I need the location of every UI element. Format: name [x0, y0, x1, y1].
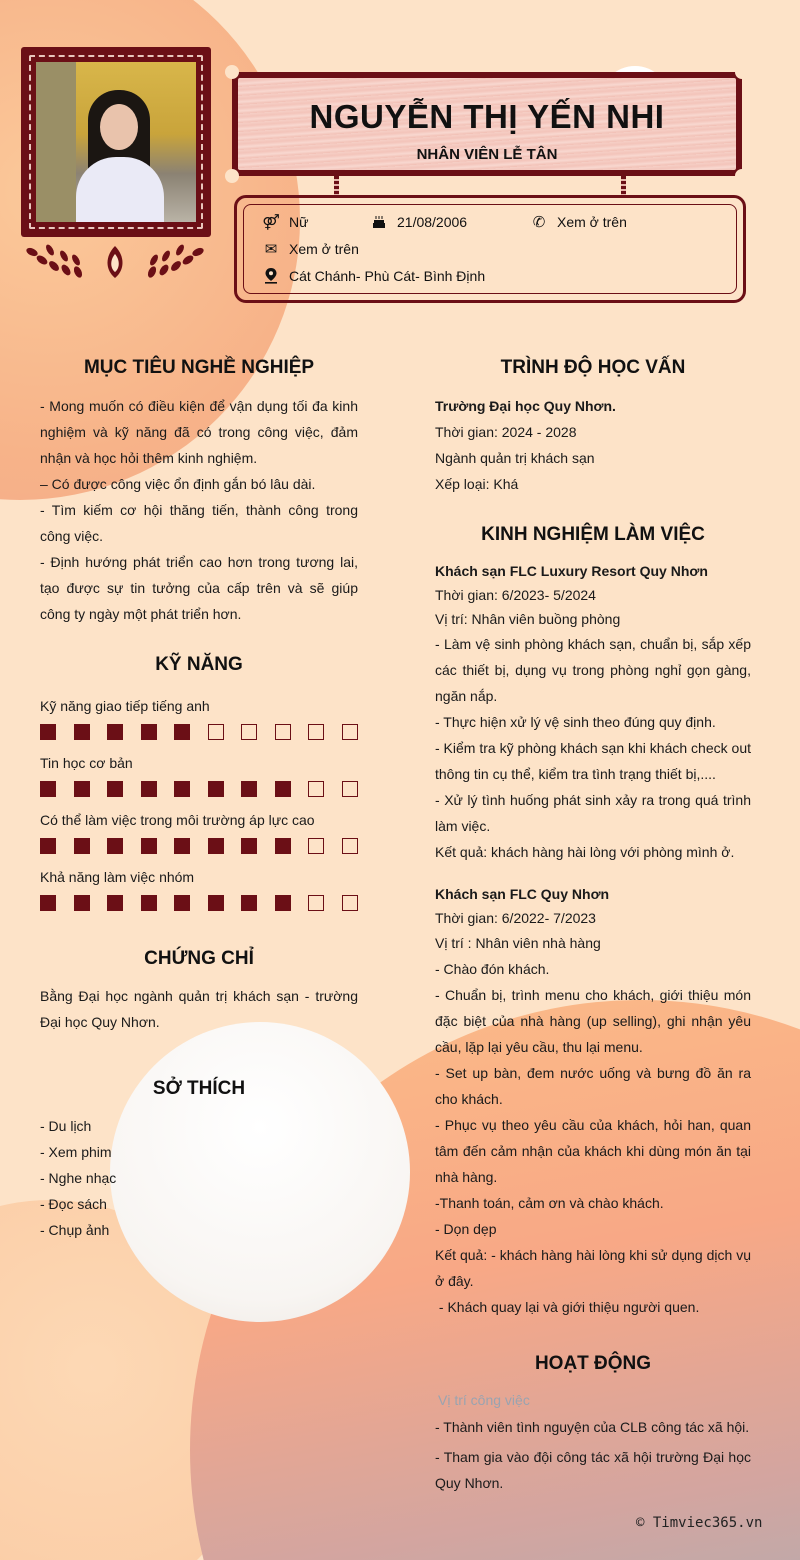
school-name: Trường Đại học Quy Nhơn.: [435, 398, 616, 414]
phone-info: [530, 214, 627, 230]
dob-info: [370, 214, 467, 230]
hobbies-heading: SỞ THÍCH: [152, 1078, 246, 1099]
education-block: [435, 393, 751, 497]
objective-line: – Có được công việc ổn định gắn bó lâu dài.: [40, 476, 316, 492]
chain-left: [334, 176, 339, 196]
skill-square-filled: [74, 724, 90, 740]
skill-rating: [40, 781, 360, 797]
skill-square-filled: [107, 838, 123, 854]
skill-label: Khả năng làm việc nhóm: [40, 869, 195, 885]
hobby-item: - Đọc sách: [40, 1196, 107, 1212]
hobby-item: - Du lịch: [40, 1118, 92, 1134]
job-line: - Chào đón khách.: [435, 961, 550, 977]
job-line: Thời gian: 6/2022- 7/2023: [435, 910, 596, 926]
job-line: - Kiểm tra kỹ phòng khách sạn khi khách check out thông tin cụ thể, kiểm tra tình trạng thiết bị,....: [435, 740, 751, 782]
job-line: Vị trí: Nhân viên buồng phòng: [435, 611, 621, 627]
phone-icon: ✆: [532, 214, 546, 231]
certificates-heading: CHỨNG CHỈ: [144, 948, 254, 969]
skill-square-filled: [174, 724, 190, 740]
hobby-item: - Xem phim: [40, 1144, 112, 1160]
skill-square-filled: [241, 781, 257, 797]
job-line: - Dọn dẹp: [435, 1221, 497, 1237]
skill-square-filled: [40, 724, 56, 740]
phone-value: Xem ở trên: [557, 214, 627, 230]
skill-square-filled: [275, 895, 291, 911]
skill-square-empty: [208, 724, 224, 740]
skill-square-filled: [241, 838, 257, 854]
education-rank: Xếp loại: Khá: [435, 476, 519, 492]
gender-icon: ⚤: [262, 214, 280, 231]
address-value: Cát Chánh- Phù Cát- Bình Định: [289, 268, 486, 284]
skill-square-empty: [342, 781, 358, 797]
skill-square-empty: [342, 838, 358, 854]
skill-label: Kỹ năng giao tiếp tiếng anh: [40, 698, 210, 714]
gender-value: Nữ: [289, 214, 309, 230]
skill-square-empty: [308, 838, 324, 854]
activities-heading: HOẠT ĐỘNG: [534, 1353, 652, 1374]
skill-square-empty: [308, 724, 324, 740]
hobbies-list: [40, 1113, 358, 1243]
objective-line: - Mong muốn có điều kiện để vận dụng tối đa kinh nghiệm và kỹ năng đã có trong công việc, đảm nhận và học hỏi thêm kinh nghiệm.: [40, 398, 358, 466]
skill-square-filled: [174, 895, 190, 911]
hobby-item: - Nghe nhạc: [40, 1170, 117, 1186]
skill-square-filled: [275, 838, 291, 854]
job-line: - Thực hiện xử lý vệ sinh theo đúng quy định.: [435, 714, 716, 730]
skill-square-filled: [208, 895, 224, 911]
skill-square-filled: [174, 838, 190, 854]
birthday-cake-icon: [370, 214, 388, 230]
experience-heading: KINH NGHIỆM LÀM VIỆC: [481, 524, 705, 545]
skill-square-filled: [74, 895, 90, 911]
watermark: © Timviec365.vn: [636, 1515, 763, 1531]
job-line: - Khách quay lại và giới thiệu người quen.: [435, 1299, 700, 1315]
laurel-ornament-icon: [20, 240, 210, 282]
candidate-name: NGUYỄN THỊ YẾN NHI: [309, 98, 665, 135]
activity-position-placeholder: Vị trí công việc: [438, 1392, 530, 1408]
skill-square-filled: [275, 781, 291, 797]
job-title: NHÂN VIÊN LỄ TÂN: [416, 146, 558, 163]
skill-square-filled: [40, 895, 56, 911]
skill-square-empty: [342, 895, 358, 911]
objective-text: [40, 393, 358, 627]
email-value: Xem ở trên: [289, 241, 359, 257]
job-line: - Làm vệ sinh phòng khách sạn, chuẩn bị, sắp xếp các thiết bị, dụng vụ trong phòng nghỉ gọn gàng, ngăn nắp.: [435, 636, 751, 704]
dob-value: 21/08/2006: [397, 214, 468, 230]
gender-info: [262, 214, 308, 230]
skill-rating: [40, 724, 360, 740]
skill-square-filled: [141, 724, 157, 740]
skill-label: Tin học cơ bản: [40, 755, 133, 771]
job-line: - Xử lý tình huống phát sinh xảy ra trong quá trình làm việc.: [435, 792, 751, 834]
skill-rating: [40, 838, 360, 854]
skill-square-filled: [141, 895, 157, 911]
skill-square-empty: [342, 724, 358, 740]
skill-square-filled: [40, 838, 56, 854]
avatar-frame: [21, 47, 211, 237]
job-line: Vị trí : Nhân viên nhà hàng: [435, 935, 601, 951]
name-plate: [232, 72, 742, 176]
education-major: Ngành quản trị khách sạn: [435, 450, 595, 466]
job-line: - Chuẩn bị, trình menu cho khách, giới thiệu món đặc biệt của nhà hàng (up selling), ghi nhận yêu cầu, lặp lại yêu cầu, thu lại menu.: [435, 987, 751, 1055]
location-pin-icon: [262, 268, 280, 284]
objective-line: - Tìm kiếm cơ hội thăng tiến, thành công trong công việc.: [40, 502, 358, 544]
education-heading: TRÌNH ĐỘ HỌC VẤN: [500, 357, 686, 378]
skill-square-filled: [208, 781, 224, 797]
skill-square-empty: [241, 724, 257, 740]
company-name: Khách sạn FLC Luxury Resort Quy Nhơn: [435, 563, 708, 579]
skill-square-filled: [107, 895, 123, 911]
skill-square-filled: [107, 724, 123, 740]
skills-heading: KỸ NĂNG: [155, 654, 243, 675]
skill-square-filled: [241, 895, 257, 911]
job-entry: [435, 559, 751, 865]
activities-list: [435, 1414, 751, 1496]
envelope-icon: ✉: [264, 241, 278, 258]
job-line: Kết quả: - khách hàng hài lòng khi sử dụng dịch vụ ở đây.: [435, 1247, 751, 1289]
certificates-text: Bằng Đại học ngành quản trị khách sạn - trường Đại học Quy Nhơn.: [40, 988, 358, 1030]
email-info: [262, 241, 359, 257]
skill-square-empty: [275, 724, 291, 740]
company-name: Khách sạn FLC Quy Nhơn: [435, 886, 610, 902]
job-line: - Set up bàn, đem nước uống và bưng đồ ăn ra cho khách.: [435, 1065, 751, 1107]
job-line: - Phục vụ theo yêu cầu của khách, hỏi han, quan tâm đến cảm nhận của khách khi dùng món ăn tại nhà hàng.: [435, 1117, 751, 1185]
job-line: -Thanh toán, cảm ơn và chào khách.: [435, 1195, 664, 1211]
hobby-item: - Chụp ảnh: [40, 1222, 110, 1238]
skill-label: Có thể làm việc trong môi trường áp lực cao: [40, 812, 315, 828]
skill-square-filled: [141, 838, 157, 854]
skill-rating: [40, 895, 360, 911]
skill-square-filled: [74, 781, 90, 797]
skill-square-empty: [308, 781, 324, 797]
avatar: [36, 62, 196, 222]
address-info: [262, 268, 485, 284]
skill-square-empty: [308, 895, 324, 911]
activity-item: - Tham gia vào đội công tác xã hội trường Đại học Quy Nhơn.: [435, 1449, 751, 1491]
skill-square-filled: [40, 781, 56, 797]
objective-heading: MỤC TIÊU NGHỀ NGHIỆP: [83, 357, 315, 378]
skill-square-filled: [141, 781, 157, 797]
objective-line: - Định hướng phát triển cao hơn trong tương lai, tạo được sự tin tưởng của cấp trên và sẽ giúp công ty ngày một phát triển hơn.: [40, 554, 358, 622]
skill-square-filled: [107, 781, 123, 797]
education-time: Thời gian: 2024 - 2028: [435, 424, 577, 440]
job-line: Kết quả: khách hàng hài lòng với phòng mình ở.: [435, 844, 735, 860]
skill-square-filled: [208, 838, 224, 854]
chain-right: [621, 176, 626, 196]
job-entry: [435, 882, 751, 1320]
skill-square-filled: [174, 781, 190, 797]
skill-square-filled: [74, 838, 90, 854]
job-line: Thời gian: 6/2023- 5/2024: [435, 587, 596, 603]
activity-item: - Thành viên tình nguyện của CLB công tác xã hội.: [435, 1419, 750, 1435]
